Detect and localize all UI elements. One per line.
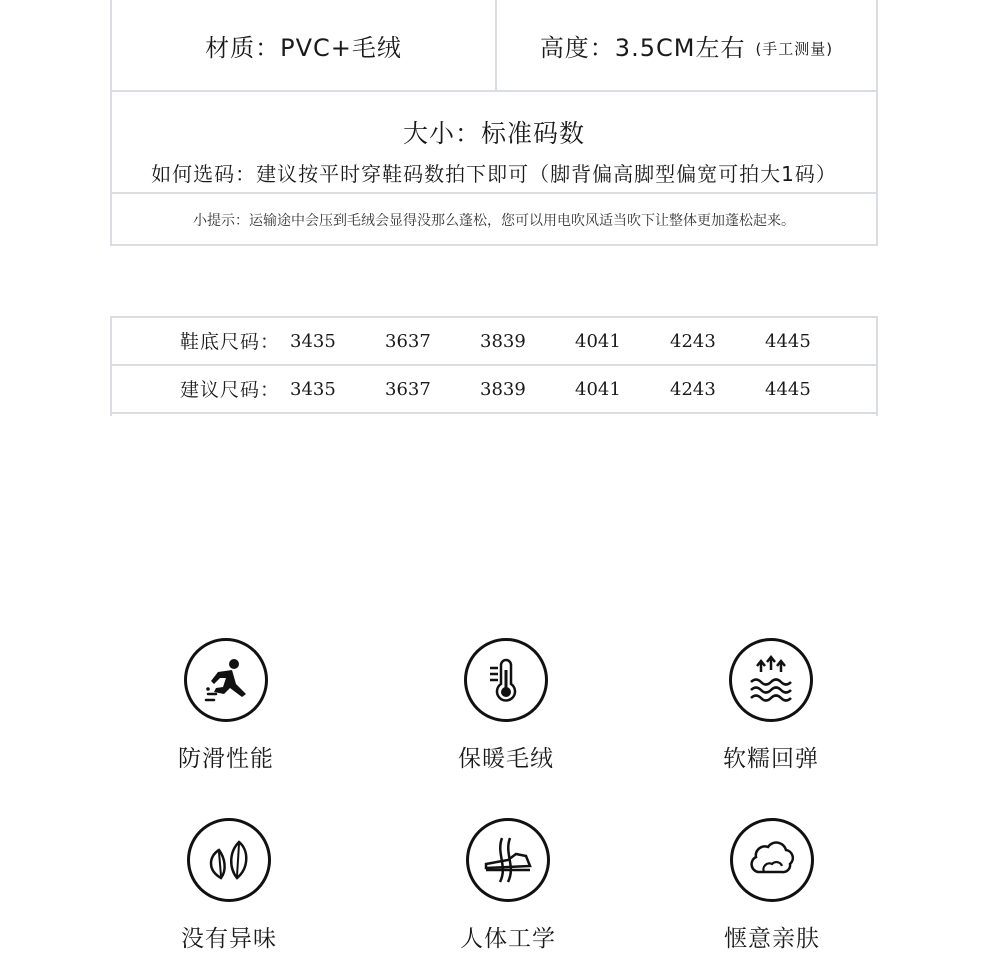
row-label: 鞋底尺码：	[180, 331, 281, 353]
table-cell: 4243	[670, 379, 716, 400]
size-guide	[112, 92, 876, 194]
table-cell: 4041	[575, 379, 621, 400]
feature-label: 防滑性能	[178, 746, 274, 772]
height-cell	[497, 0, 876, 90]
leaves-icon	[187, 818, 271, 902]
feature-label: 软糯回弹	[723, 746, 819, 772]
waves-arrows-icon	[729, 638, 813, 722]
tip-content: 小提示：运输途中会压到毛绒会显得没那么蓬松，您可以用电吹风适当吹下让整体更加蓬松起来。	[193, 213, 795, 229]
feature-label: 保暖毛绒	[458, 746, 554, 772]
size-title: 大小：标准码数	[402, 119, 585, 148]
table-cell: 3839	[480, 379, 526, 400]
row-label: 建议尺码：	[180, 379, 281, 401]
spec-row-material-height	[112, 0, 876, 92]
feature-ergonomic	[418, 818, 598, 953]
size-how-to-choose: 如何选码：建议按平时穿鞋码数拍下即可（脚背偏高脚型偏宽可拍大1码）	[151, 162, 837, 186]
table-cell: 4445	[765, 331, 811, 352]
ergonomic-shoe-icon	[466, 818, 550, 902]
feature-label: 没有异味	[181, 926, 277, 952]
feature-warm-plush	[416, 638, 596, 773]
spec-box	[110, 0, 878, 246]
feature-label: 惬意亲肤	[724, 926, 820, 952]
table-cell: 3637	[385, 379, 431, 400]
tip-text	[112, 196, 876, 244]
feature-soft-rebound	[681, 638, 861, 773]
table-cell: 4445	[765, 379, 811, 400]
cloud-icon	[730, 818, 814, 902]
table-cell: 3435	[290, 379, 336, 400]
material-text: 材质：PVC+毛绒	[205, 33, 402, 62]
slip-person-icon	[184, 638, 268, 722]
feature-label: 人体工学	[460, 926, 556, 952]
feature-skin-friendly	[682, 818, 862, 953]
table-cell: 4041	[575, 331, 621, 352]
height-note: (手工测量)	[755, 39, 834, 58]
table-cell: 3435	[290, 331, 336, 352]
table-row	[112, 366, 876, 414]
feature-anti-slip	[136, 638, 316, 773]
table-cell: 3637	[385, 331, 431, 352]
thermometer-icon	[464, 638, 548, 722]
table-cell: 4243	[670, 331, 716, 352]
table-cell: 3839	[480, 331, 526, 352]
size-table	[110, 316, 878, 416]
table-row	[112, 318, 876, 366]
material-cell	[112, 0, 497, 90]
feature-no-odor	[139, 818, 319, 953]
height-text: 高度：3.5CM左右	[539, 33, 746, 62]
